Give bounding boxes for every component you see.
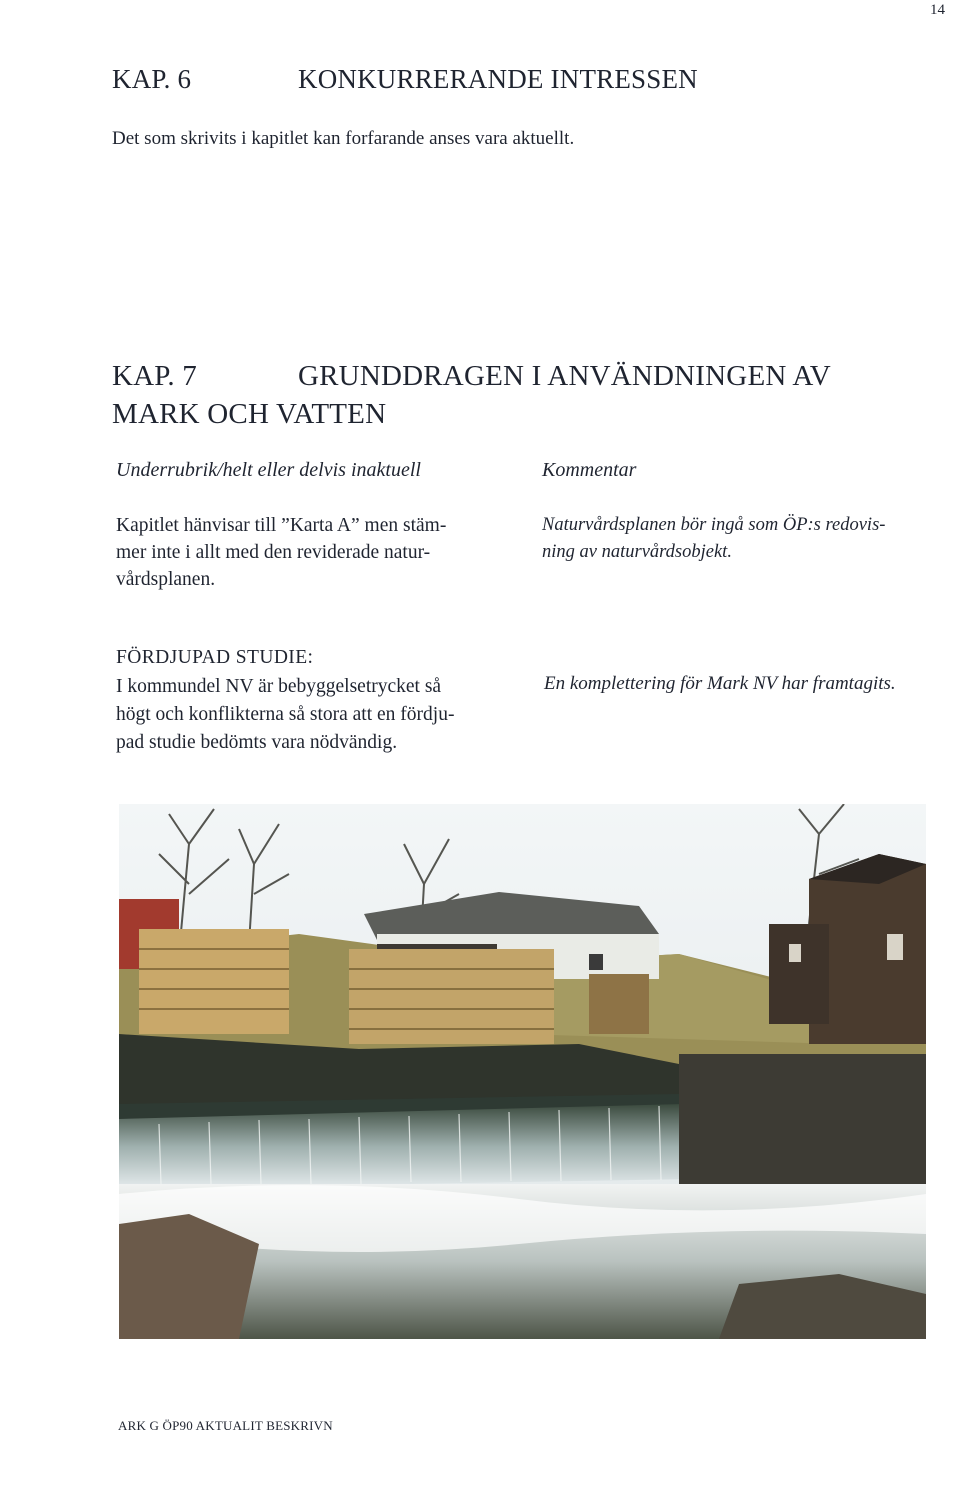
photo-waterfall-sawmill — [119, 804, 926, 1339]
page-number: 14 — [930, 2, 945, 18]
text-line: I kommundel NV är bebyggelsetrycket så — [116, 676, 442, 697]
text-line: mer inte i allt med den reviderade natur- — [116, 542, 431, 563]
chapter-6-number: KAP. 6 — [112, 64, 192, 94]
chapter-7-number: KAP. 7 — [112, 360, 197, 392]
text-line: högt och konflikterna så stora att en fördju- — [116, 704, 455, 725]
chapter-7-comment-text — [542, 512, 960, 566]
text-line: Kapitlet hänvisar till ”Karta A” men stäm- — [116, 515, 447, 536]
text-line: vårdsplanen. — [116, 569, 216, 590]
chapter-7-title-line1: GRUNDDRAGEN I ANVÄNDNINGEN AV — [298, 360, 831, 392]
chapter-7-left-text — [116, 512, 516, 593]
chapter-7-title-line2: MARK OCH VATTEN — [112, 398, 387, 430]
footer-text: ARK G ÖP90 AKTUALIT BESKRIVN — [118, 1418, 333, 1433]
comment-column-heading: Kommentar — [542, 459, 637, 481]
subheading-column-heading: Underrubrik/helt eller delvis inaktuell — [116, 459, 421, 481]
text-line: pad studie bedömts vara nödvändig. — [116, 732, 398, 753]
text-line: ning av naturvårdsobjekt. — [542, 542, 732, 562]
study-comment: En komplettering för Mark NV har framtagits. — [544, 673, 896, 694]
chapter-6-title: KONKURRERANDE INTRESSEN — [298, 64, 698, 94]
chapter-6-text: Det som skrivits i kapitlet kan forfarande anses vara aktuellt. — [112, 128, 575, 149]
study-text — [116, 673, 526, 757]
text-line: Naturvårdsplanen bör ingå som ÖP:s redovis- — [542, 515, 886, 535]
study-heading: FÖRDJUPAD STUDIE: — [116, 647, 314, 668]
